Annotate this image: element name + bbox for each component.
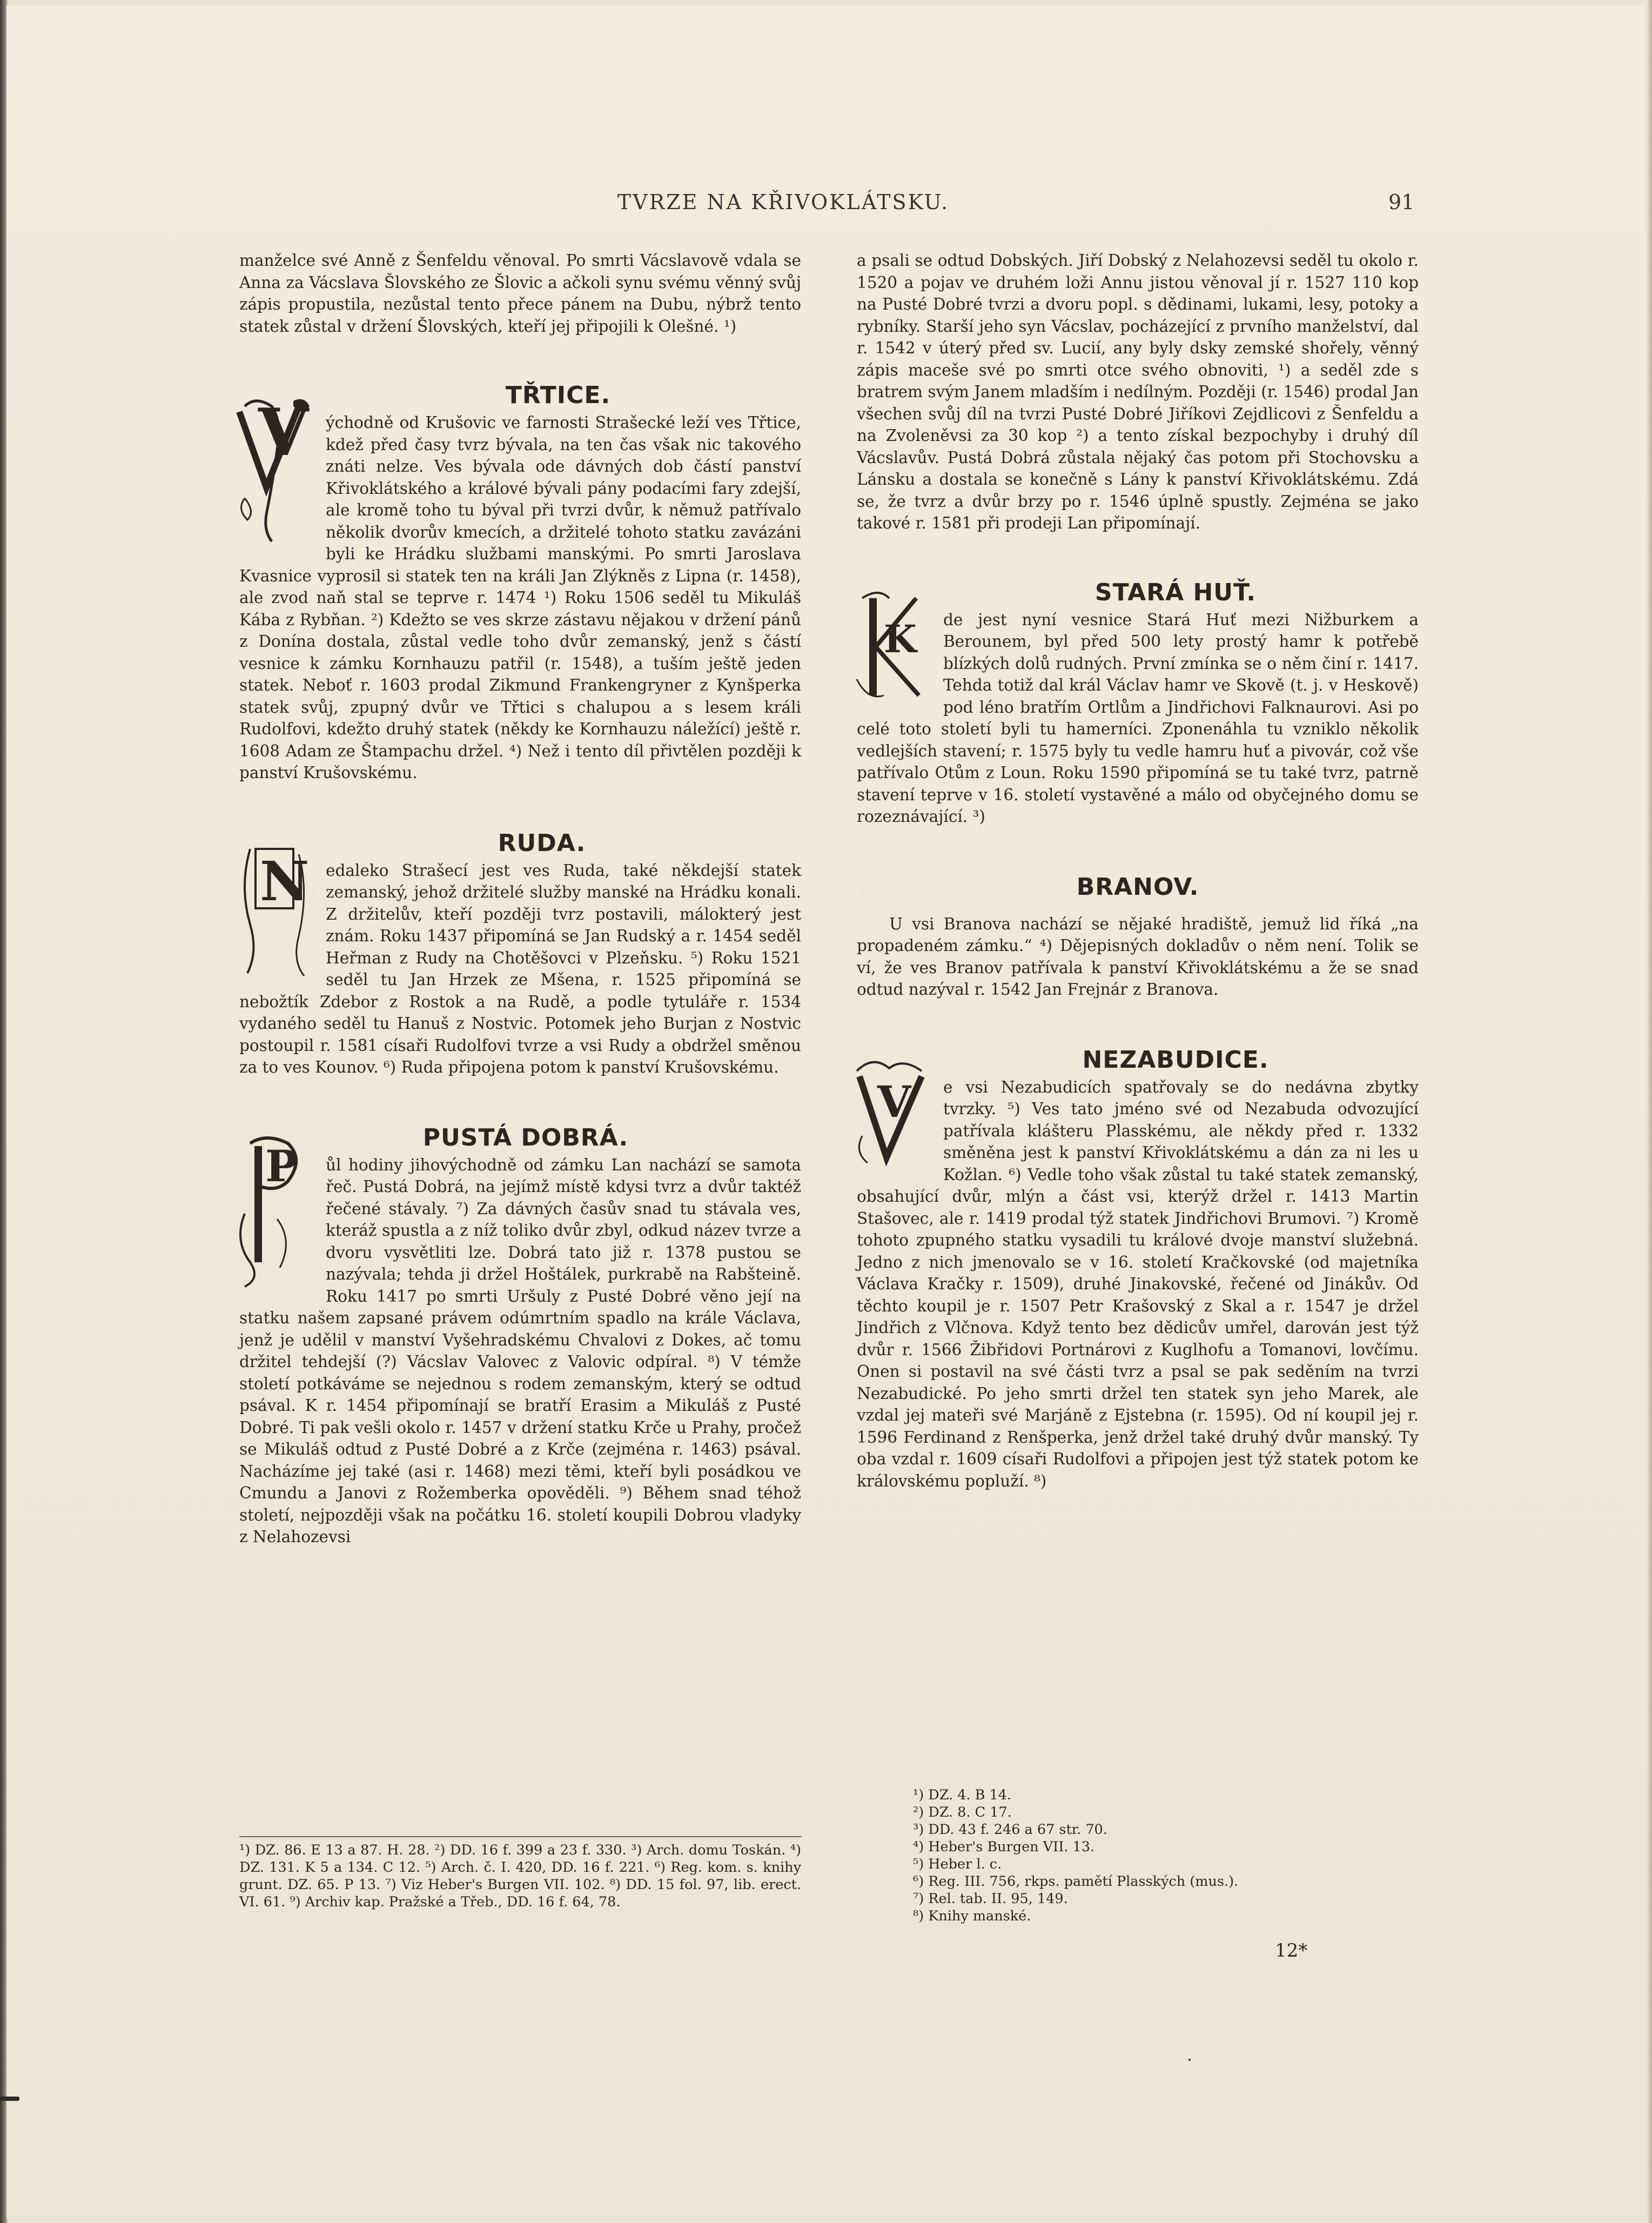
branov-text: U vsi Branova nachází se nějaké hradiště, jemuž lid říká „na propadeném zámku.“ ⁴) Dějepisných dokladův o něm není. Tolik se ví, že ves Branov patřívala k panství Křivoklátskému a že se snad odtud nazýval r. 1542 Jan Frejnár z Branova.	[857, 914, 1419, 999]
right-column	[857, 250, 1419, 1492]
page-blemish	[1188, 2059, 1191, 2061]
initial-letter-n: N	[260, 849, 310, 913]
section-title-stara-hut: STARÁ HUŤ.	[1094, 578, 1257, 606]
section-ruda	[239, 827, 801, 1079]
left-footnotes: ¹) DZ. 86. E 13 a 87. H. 28. ²) DD. 16 f. 399 a 23 f. 330. ³) Arch. domu Toskán. ⁴) DZ. 131. K 5 a 134. C 12. ⁵) Arch. č. I. 420, DD. 16 f. 221. ⁶) Reg. kom. s. knihy grunt. DZ. 65. P 13. ⁷) Viz Heber's Burgen VII. 102. ⁸) DD. 15 fol. 97, lib. erect. VI. 61. ⁹) Archiv kap. Pražské a Třeb., DD. 16 f. 64, 78.	[239, 1836, 801, 1911]
footnote-item: ⁵) Heber l. c.	[913, 1856, 1002, 1872]
initial-letter-v2: V	[877, 1076, 911, 1127]
section-title-ruda: RUDA.	[498, 829, 586, 857]
left-column	[239, 250, 801, 1548]
footnote-item: ⁴) Heber's Burgen VII. 13.	[913, 1839, 1095, 1855]
ornamental-initial-v	[234, 390, 315, 547]
page-blemish	[0, 2097, 19, 2101]
ruda-text: edaleko Strašecí jest ves Ruda, také někdejší statek zemanský, jehož držitelé služby manské na Hrádku konali. Z držitelův, kteří později tvrz postavili, málokterý jest znám. Roku 1437 připomíná se Jan Rudský a r. 1454 seděl Heřman z Rudy na Chotěšovci v Plzeňsku. ⁵) Roku 1521 seděl tu Jan Hrzek ze Mšena, r. 1525 připomíná se nebožtík Zdebor z Rostok a na Rudě, a podle tytuláře r. 1534 vydaného seděl tu Hanuš z Nostvic. Potomek jeho Burjan z Nostvic postoupil r. 1581 císaři Rudolfovi tvrze a vsi Rudy a obdržel směnou za to ves Kounov. ⁶) Ruda připojena potom k panství Krušovskému.	[239, 861, 801, 1076]
section-trtice	[239, 379, 801, 784]
footnote-item: ⁸) Knihy manské.	[913, 1908, 1031, 1924]
initial-letter-v: V	[258, 394, 309, 471]
footnote-item: ¹) DZ. 4. B 14.	[913, 1787, 1012, 1803]
section-branov	[857, 871, 1419, 1001]
ornamental-initial-n	[234, 838, 315, 979]
ornamental-initial-p	[234, 1133, 315, 1289]
section-title-nezabudice: NEZABUDICE.	[1082, 1046, 1269, 1074]
nezabudice-text: e vsi Nezabudicích spatřovaly se do nedávna zbytky tvrzky. ⁵) Ves tato jméno své od Nezabuda odvozující patřívala klášteru Plasskému, ale někdy před r. 1332 směněna jest k panství Křivoklátskému a dán za ni les u Kožlan. ⁶) Vedle toho však zůstal tu také statek zemanský, obsahující dvůr, mlýn a část vsi, kterýž držel r. 1413 Martin Stašovec, ale r. 1419 prodal týž statek Jindřichovi Brumovi. ⁷) Kromě tohoto zpupného statku vysadili tu králové dvoje manství služebná. Jedno z nich jmenovalo se v 16. století Kračkovské (od majetníka Václava Kračky r. 1509), druhé Jinakovské, řečené od Jinákův. Od těchto koupil je r. 1507 Petr Krašovský z Skal a r. 1547 je držel Jindřich z Vlčnova. Když tento bez dědicův umřel, darován jest týž dvůr r. 1566 Žibřidovi Portnárovi z Kuglhofu a Tomanovi, lovčímu. Onen si postavil na své části tvrz a psal se pak seděním na tvrzi Nezabudické. Po jeho smrti držel ten statek syn jeho Marek, ale vzdal jej mateři své Marjáně z Ejstebna (r. 1595). Od ní koupil jej r. 1596 Ferdinand z Renšperka, jenž držel také druhý dvůr manský. Ty oba vzdal r. 1609 císaři Rudolfovi a připojen jest týž statek potom ke královskému popluží. ⁸)	[857, 1077, 1419, 1490]
section-pusta-dobra	[239, 1122, 801, 1548]
ornamental-initial-v2	[851, 1055, 932, 1168]
section-nezabudice	[857, 1044, 1419, 1492]
initial-letter-p: P	[265, 1140, 298, 1191]
page-number: 91	[1388, 190, 1415, 214]
left-intro-paragraph: manželce své Anně z Šenfeldu věnoval. Po smrti Vácslavově vdala se Anna za Vácslava Šlovského ze Šlovic a ačkoli synu svému věnný svůj zápis propustila, nezůstal tento přece pánem na Dubu, nýbrž tento statek zůstal v držení Šlovských, kteří jej připojili k Olešné. ¹)	[239, 251, 801, 336]
section-title-pusta-dobra: PUSTÁ DOBRÁ.	[422, 1123, 629, 1151]
footnote-item: ⁶) Reg. III. 756, rkps. pamětí Plasských (mus.).	[913, 1873, 1239, 1890]
right-intro-paragraph: a psali se odtud Dobských. Jiří Dobský z Nelahozevsi seděl tu okolo r. 1520 a pojav ve druhém loži Annu jistou věnoval jí r. 1527 110 kop na Pusté Dobré tvrzi a dvoru popl. s dědinami, lukami, lesy, potoky a rybníky. Starší jeho syn Vácslav, pocházející z prvního manželství, dal r. 1542 v úterý před sv. Lucií, any byly dsky zemské shořely, věnný zápis maceše své po smrti otce svého obnoviti, ¹) a seděl zde s bratrem svým Janem mladším i nedílným. Později (r. 1546) prodal Jan všechen svůj díl na tvrzi Pusté Dobré Jiříkovi Zejdlicovi z Šenfeldu a na Zvoleněvsi za 30 kop ²) a tento získal bezpochyby i druhý díl Vácslavův. Pustá Dobrá zůstala nějaký čas potom při Stochovsku a Lánsku a dostala se konečně s Lány k panství Křivoklátskému. Zdá se, že tvrz a dvůr brzy po r. 1546 úplně spustly. Zejména se jako takové r. 1581 při prodeji Lan připomínají.	[857, 251, 1419, 532]
section-title-trtice: TŘTICE.	[505, 381, 611, 409]
page-edge	[1648, 0, 1652, 2223]
footnote-item: ³) DD. 43 f. 246 a 67 str. 70.	[913, 1822, 1107, 1838]
section-stara-hut	[857, 577, 1419, 828]
ornamental-initial-k	[851, 587, 932, 706]
right-footnotes	[913, 1786, 1345, 1925]
footnote-item: ²) DZ. 8. C 17.	[913, 1804, 1012, 1820]
footnote-item: ⁷) Rel. tab. II. 95, 149.	[913, 1891, 1068, 1907]
pusta-dobra-text: ůl hodiny jihovýchodně od zámku Lan nachází se samota řeč. Pustá Dobrá, na jejímž místě kdysi tvrz a dvůr taktéž řečené stávaly. ⁷) Za dávných časův snad tu stávala ves, kteráž spustla a z níž toliko dvůr zbyl, odkud název tvrze a dvoru vysvětliti lze. Dobrá tato již r. 1378 pustou se nazývala; tehda ji držel Hoštálek, purkrabě na Rabšteině. Roku 1417 po smrti Uršuly z Pusté Dobré věno její na statku našem zapsané právem odúmrtním spadlo na krále Václava, jenž je udělil v manství Vyšehradskému Chvalovi z Dokes, ač tomu držitel tehdejší (?) Vácslav Valovec z Valovic odpíral. ⁸) V témže století potkáváme se nejednou s rodem zemanským, který se odtud psával. K r. 1454 připomínají se bratří Erasim a Mikuláš z Pusté Dobré. Ti pak vešli okolo r. 1457 v držení statku Krče u Prahy, pročež se Mikuláš odtud z Pusté Dobré a z Krče (zejména r. 1463) psával. Nacházíme jej také (asi r. 1468) mezi těmi, kteří byli posádkou ve Cmundu a Janovi z Rožemberka opověděli. ⁹) Během snad téhož století, nejpozději však na počátku 16. století koupili Dobrou vladyky z Nelahozevsi	[239, 1155, 801, 1546]
trtice-text: ýchodně od Krušovic ve farnosti Strašecké leží ves Třtice, kdež před časy tvrz bývala, na ten čas však nic takového znáti nelze. Ves bývala ode dávných dob částí panství Křivoklátského a králové bývali pány podacími fary zdejší, ale kromě toho tu býval při tvrzi dvůr, k němuž patřívalo několik dvorův kmecích, a držitelé tohoto statku zavázáni byli ke Hrádku službami manskými. Po smrti Jaroslava Kvasnice vyprosil si statek ten na králi Jan Zlýkněs z Lipna (r. 1458), ale zvod naň stal se teprve r. 1474 ¹) Roku 1506 seděl tu Mikuláš Kába z Rybňan. ²) Kdežto se ves skrze zástavu nějakou v držení pánů z Donína dostala, zůstal vedle toho dvůr zemanský, jenž s částí vesnice k zámku Kornhauzu patřil (r. 1548), a tuším ještě jeden statek. Neboť r. 1603 prodal Zikmund Frankengryner z Kynšperka statek svůj, zpupný dvůr ve Třtici s chalupou a s lesem králi Rudolfovi, kdežto druhý statek (někdy ke Kornhauzu náležící) ještě r. 1608 Adam ze Štampachu držel. ⁴) Než i tento díl přivtělen později k panství Krušovskému.	[239, 413, 801, 782]
section-title-branov: BRANOV.	[1076, 873, 1199, 901]
running-title: TVRZE NA KŘIVOKLÁTSKU.	[617, 190, 950, 214]
stara-hut-text: de jest nyní vesnice Stará Huť mezi Nižburkem a Berounem, byl před 500 lety prostý hamr k potřebě blízkých dolů rudných. První zmínka se o něm činí r. 1417. Tehda totiž dal král Václav hamr ve Skově (t. j. v Heskově) pod léno bratřím Ortlům a Jindřichovi Falknaurovi. Asi po celé toto století byli tu hamerníci. Zponenáhla tu vzniklo několik vedlejších stavení; r. 1575 byly tu vedle hamru huť a pivovár, což vše patřívalo Otům z Loun. Roku 1590 připomíná se tu také tvrz, patrně stavení teprve v 16. století vystavěné a málo od obyčejného domu se rozeznávající. ³)	[857, 610, 1419, 826]
signature-mark: 12*	[1275, 1940, 1308, 1961]
initial-letter-k: K	[884, 616, 917, 661]
